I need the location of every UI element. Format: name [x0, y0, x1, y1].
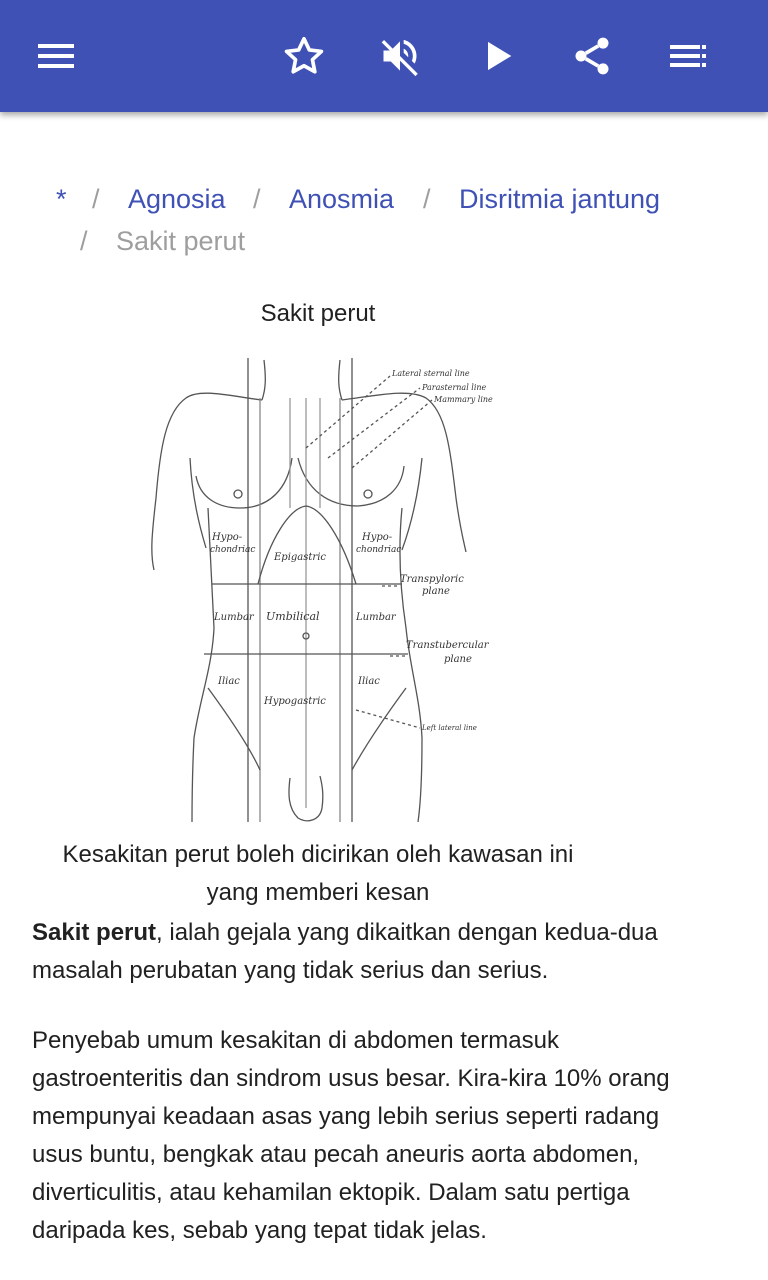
share-button[interactable]: [560, 24, 624, 88]
breadcrumb-root-link[interactable]: *: [56, 184, 67, 214]
breadcrumb-separator: /: [423, 184, 431, 214]
paragraph-1-line-2: masalah perubatan yang tidak serius dan serius.: [32, 957, 549, 984]
label-parasternal: Parasternal line: [422, 383, 487, 392]
label-hypogastric: Hypogastric: [264, 696, 326, 707]
abdominal-regions-diagram: [130, 338, 510, 822]
label-iliac-left: Iliac: [218, 676, 240, 687]
label-transtubercular-plane: plane: [444, 654, 472, 665]
breadcrumb-current: Sakit perut: [116, 226, 246, 256]
paragraph-2-line: diverticulitis, atau kehamilan ektopik. Dalam satu pertiga: [32, 1179, 630, 1206]
label-umbilical: Umbilical: [266, 610, 320, 623]
label-epigastric: Epigastric: [274, 552, 326, 563]
paragraph-2-line: gastroenteritis dan sindrom usus besar. Kira-kira 10% orang: [32, 1065, 670, 1092]
label-transpyloric: Transpyloric: [400, 574, 464, 585]
favorite-button[interactable]: [272, 24, 336, 88]
label-lumbar-left: Lumbar: [214, 612, 254, 623]
paragraph-2-line: usus buntu, bengkak atau pecah aneuris aorta abdomen,: [32, 1141, 640, 1168]
label-transpyloric-plane: plane: [422, 586, 450, 597]
volume-off-icon: [378, 34, 422, 78]
play-button[interactable]: [466, 24, 530, 88]
paragraph-2-line: mempunyai keadaan asas yang lebih serius seperti radang: [32, 1103, 660, 1130]
label-transtubercular: Transtubercular: [406, 640, 489, 651]
play-icon: [478, 36, 518, 76]
paragraph-2-line: daripada kes, sebab yang tepat tidak jelas.: [32, 1217, 487, 1244]
label-mammary: Mammary line: [434, 395, 493, 404]
breadcrumb-separator: /: [80, 226, 88, 256]
label-hypochondriac-left: Hypo-: [212, 532, 243, 543]
share-icon: [570, 34, 614, 78]
caption-line-2: yang memberi kesan: [206, 879, 430, 906]
caption-line-1: Kesakitan perut boleh dicirikan oleh kawasan ini: [62, 841, 574, 868]
article-paragraph-1: [32, 914, 736, 990]
playlist-icon: [668, 36, 708, 76]
hamburger-menu-icon: [36, 36, 76, 76]
app-bar: [0, 0, 768, 112]
label-lateral-sternal: Lateral sternal line: [392, 369, 470, 378]
playlist-button[interactable]: [656, 24, 720, 88]
article-term: Sakit perut: [32, 919, 157, 946]
paragraph-1-line-1: [32, 914, 736, 952]
figure-caption: [0, 836, 636, 912]
article-paragraph-2: [32, 1022, 736, 1250]
menu-button[interactable]: [24, 24, 88, 88]
mute-button[interactable]: [368, 24, 432, 88]
label-left-lateral-line: Left lateral line: [422, 724, 477, 732]
breadcrumb-link-anosmia[interactable]: Anosmia: [289, 184, 395, 214]
breadcrumb-link-agnosia[interactable]: Agnosia: [128, 184, 226, 214]
breadcrumb-separator: /: [92, 184, 100, 214]
label-hypochondriac-left-2: chondriac: [210, 545, 256, 555]
star-outline-icon: [282, 34, 326, 78]
figure-title: Sakit perut: [260, 300, 376, 327]
label-hypochondriac-right-2: chondriac: [356, 545, 402, 555]
paragraph-2-line: Penyebab umum kesakitan di abdomen termasuk: [32, 1027, 559, 1054]
breadcrumb-link-disritmia-jantung[interactable]: Disritmia jantung: [459, 184, 661, 214]
paragraph-1-text: , ialah gejala yang dikaitkan dengan kedua-dua: [156, 919, 658, 946]
label-hypochondriac-right: Hypo-: [362, 532, 393, 543]
breadcrumb-separator: /: [253, 184, 261, 214]
label-lumbar-right: Lumbar: [356, 612, 396, 623]
label-iliac-right: Iliac: [358, 676, 380, 687]
